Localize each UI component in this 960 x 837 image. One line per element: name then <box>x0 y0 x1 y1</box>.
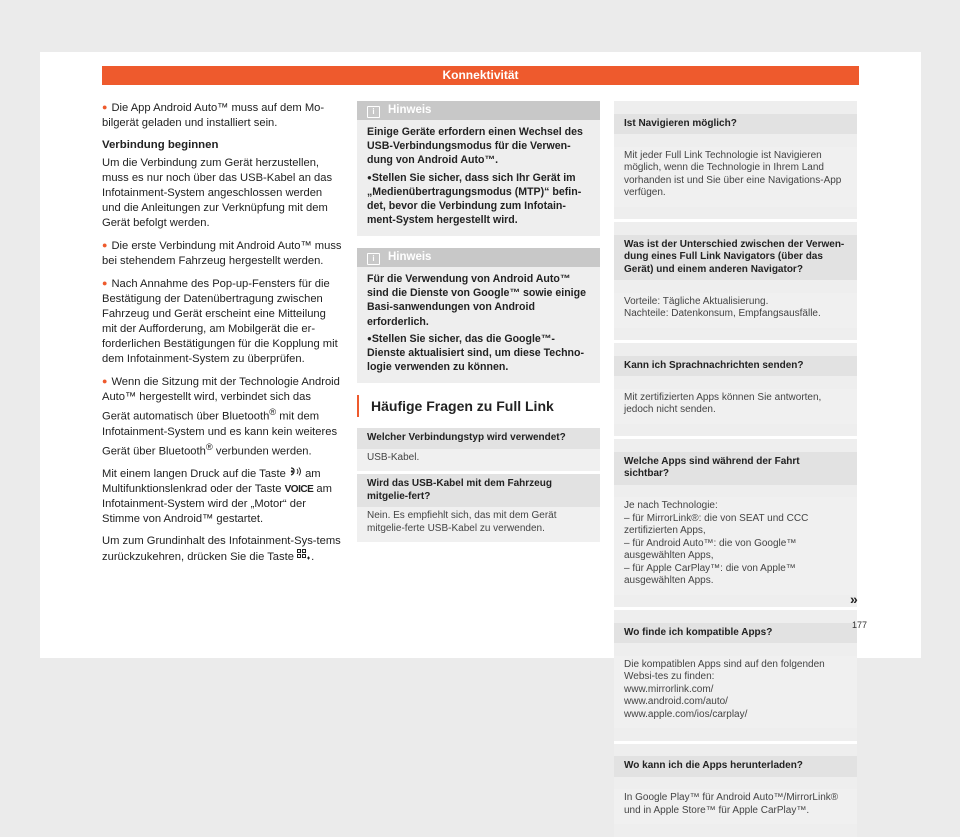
faq-answer: Je nach Technologie: – für MirrorLink®: die von SEAT und CCC zertifizierten Apps, – für Android Auto™: die von Google™ ausgewählten Apps, – für Apple CarPlay™: die von Apple™ ausgewählten Apps. <box>614 497 857 595</box>
paragraph-home: Um zum Grundinhalt des Infotainment-Sys-tems zurückzukehren, drücken Sie die Taste . <box>102 535 341 564</box>
faq-question: Welcher Verbindungstyp wird verwendet? <box>357 428 600 449</box>
faq-answer: In Google Play™ für Android Auto™/MirrorLink® und in Apple Store™ für Apple CarPlay™. <box>614 789 857 824</box>
faq-answer: Nein. Es empfiehlt sich, das mit dem Gerät mitgelie-ferte USB-Kabel zu verwenden. <box>357 507 600 542</box>
bullet-popup: ● Nach Annahme des Pop-up-Fensters für die Bestätigung der Datenübertragung zwischen Fahrzeug und Gerät erscheint eine Mitteilung mit der Aufforderung, am Mobilgerät die er-forderlichen Bestätigungen für die Kopplung mit dem Infotainment-System zu überprüfen. <box>102 276 342 367</box>
faq-left <box>357 428 600 542</box>
faq-question: Wo finde ich kompatible Apps? <box>614 623 857 644</box>
faq-question: Wo kann ich die Apps herunterladen? <box>614 756 857 777</box>
note-header: i Hinweis <box>357 248 600 267</box>
note-text: Für die Verwendung von Android Auto™ sind die Dienste von Google™ sowie einige Basi-sanwendungen von Android erforderlich. <box>367 273 586 328</box>
paragraph-connection: Um die Verbindung zum Gerät herzustellen, muss es nur noch über das USB-Kabel an das Infotainment-System angeschlossen werden und die Anleitungen zur Verknüpfung mit dem Gerät befolgt werden. <box>102 157 333 229</box>
faq-question: Kann ich Sprachnachrichten senden? <box>614 356 857 377</box>
faq-answer: Vorteile: Tägliche Aktualisierung. Nachteile: Datenkonsum, Empfangsausfälle. <box>614 293 857 328</box>
voice-control-icon <box>289 468 302 480</box>
faq-question: Ist Navigieren möglich? <box>614 114 857 135</box>
faq-question: Was ist der Unterschied zwischen der Verwen-dung eines Full Link Navigators (über das Gerät) und einem anderen Navigator? <box>614 235 857 281</box>
faq-question: Wird das USB-Kabel mit dem Fahrzeug mitgelie-fert? <box>357 474 600 507</box>
page-number: 177 <box>852 620 868 630</box>
info-icon: i <box>367 106 380 118</box>
bullet-first-connection: ● Die erste Verbindung mit Android Auto™ muss bei stehendem Fahrzeug hergestellt werden. <box>102 238 342 269</box>
faq-answer: Mit zertifizierten Apps können Sie antworten, jedoch nicht senden. <box>614 389 857 424</box>
faq-answer: Mit jeder Full Link Technologie ist Navigieren möglich, wenn die Technologie in Ihrem Land vorhanden ist und Sie über eine Navigations-App verfügen. <box>614 147 857 207</box>
note-text: Einige Geräte erfordern einen Wechsel des USB-Verbindungsmodus für die Verwen-dung von Android Auto™. <box>367 126 583 167</box>
home-menu-icon <box>297 551 311 563</box>
note-bullet: ● Stellen Sie sicher, dass sich Ihr Gerät im „Medienübertragungsmodus (MTP)“ befin-det, bevor die Verbindung zum Infotain-ment-System hergestellt wird. <box>367 171 590 228</box>
note-google-services <box>357 248 600 383</box>
note-bullet: ● Stellen Sie sicher, das die Google™-Dienste aktualisiert sind, um diese Techno-logie verwenden zu können. <box>367 332 590 375</box>
bullet-bluetooth: ● Wenn die Sitzung mit der Technologie Android Auto™ hergestellt wird, verbindet sich das Gerät automatisch über Bluetooth® mit dem Infotainment-System und es kann kein weiteres Gerät über Bluetooth® verbunden werden. <box>102 374 342 459</box>
faq-answer: USB-Kabel. <box>357 449 600 472</box>
note-usb-mode <box>357 101 600 236</box>
paragraph-voice: Mit einem langen Druck auf die Taste am Multifunktionslenkrad oder der Taste VOICE am Infotainment-System wird der „Motor“ der Stimme von Android™ gestartet. <box>102 468 332 526</box>
bullet-app-installed: ● Die App Android Auto™ muss auf dem Mo-bilgerät geladen und installiert sein. <box>102 100 342 131</box>
column-left <box>102 100 342 572</box>
voice-key-label: VOICE <box>284 484 314 496</box>
faq-question: Welche Apps sind während der Fahrt sichtbar? <box>614 452 857 485</box>
info-icon: i <box>367 253 380 265</box>
faq-answer: Die kompatiblen Apps sind auf den folgenden Websi-tes zu finden: www.mirrorlink.com/ www.android.com/auto/ www.apple.com/ios/carplay/ <box>614 656 857 729</box>
chapter-header: Konnektivität <box>102 66 859 85</box>
faq-right <box>614 101 857 837</box>
heading-connection-start: Verbindung beginnen <box>102 139 219 151</box>
section-title: Häufige Fragen zu Full Link <box>357 395 614 417</box>
continue-arrow: » <box>850 591 858 607</box>
note-header: i Hinweis <box>357 101 600 120</box>
